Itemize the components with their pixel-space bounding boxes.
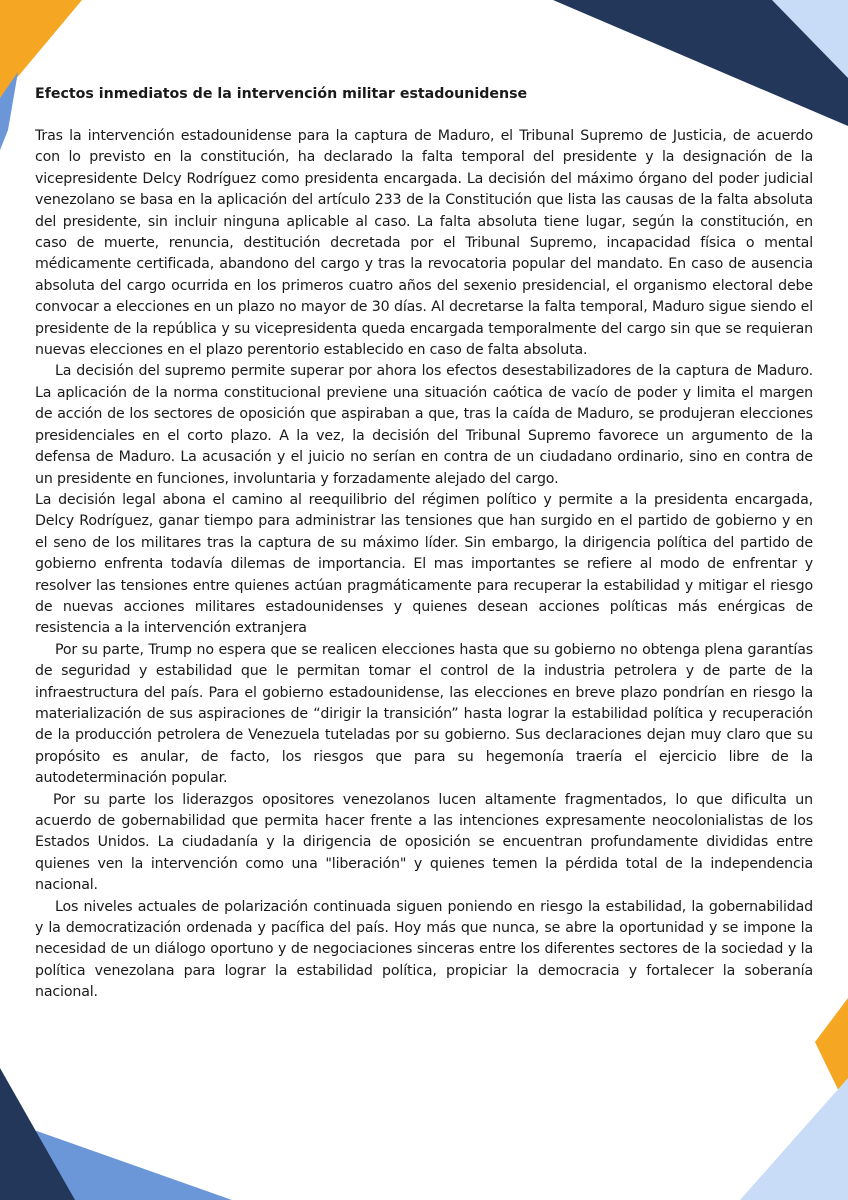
paragraph-1: Tras la intervención estadounidense para la captura de Maduro, el Tribunal Supremo de Justicia, de acuerdo con lo previsto en la constitución, ha declarado la falta temporal del presidente y la designación de la vicepresidente Delcy Rodríguez como presidenta encargada. La decisión del máximo órgano del poder judicial venezolano se basa en la aplicación del artículo 233 de la Constitución que lista las causas de la falta absoluta del presidente, sin incluir ninguna aplicable al caso. La falta absoluta tiene lugar, según la constitución, en caso de muerte, renuncia, destitución decretada por el Tribunal Supremo, incapacidad física o mental médicamente certificada, abandono del cargo y tras la revocatoria popular del mandato. En caso de ausencia absoluta del cargo ocurrida en los primeros cuatro años del sexenio presidencial, el organismo electoral debe convocar a elecciones en un plazo no mayor de 30 días. Al decretarse la falta temporal, Maduro sigue siendo el presidente de la república y su vicepresidenta queda encargada temporalmente del cargo sin que se requieran nuevas elecciones en el plazo perentorio establecido en caso de falta absoluta. bbox=[35, 128, 813, 359]
paragraph-5: Por su parte los liderazgos opositores venezolanos lucen altamente fragmentados, lo que dificulta un acuerdo de gobernabilidad que permita hacer frente a las intenciones expresamente neocolonialistas de los Estados Unidos. La ciudadanía y la dirigencia de oposición se encuentran profundamente divididas entre quienes ven la intervención como una "liberación" y quienes temen la pérdida total de la independencia nacional. bbox=[35, 791, 813, 894]
paragraph-2: La decisión del supremo permite superar por ahora los efectos desestabilizadores de la captura de Maduro. La aplicación de la norma constitucional previene una situación caótica de vacío de poder y limita el margen de acción de los sectores de oposición que aspiraban a que, tras la caída de Maduro, se produjeran elecciones presidenciales en el corto plazo. A la vez, la decisión del Tribunal Supremo favorece un argumento de la defensa de Maduro. La acusación y el juicio no serían en contra de un ciudadano ordinario, sino en contra de un presidente en funciones, involuntaria y forzadamente alejado del cargo. bbox=[35, 363, 813, 487]
paragraph-3: La decisión legal abona el camino al reequilibrio del régimen político y permite a la presidenta encargada, Delcy Rodríguez, ganar tiempo para administrar las tensiones que han surgido en el partido de gobierno y en el seno de los militares tras la captura de su máximo líder. Sin embargo, la dirigencia política del partido de gobierno enfrenta todavía dilemas de importancia. El mas importantes se refiere al modo de enfrentar y resolver las tensiones entre quienes actúan pragmáticamente para recuperar la estabilidad y mitigar el riesgo de nuevas acciones militares estadounidenses y quienes desean acciones políticas más enérgicas de resistencia a la intervención extranjera bbox=[35, 491, 813, 637]
document-body bbox=[35, 84, 813, 1004]
document-title: Efectos inmediatos de la intervención militar estadounidense bbox=[35, 86, 528, 102]
bottom-right-light-blue-triangle bbox=[740, 1078, 848, 1200]
paragraph-6: Los niveles actuales de polarización continuada siguen poniendo en riesgo la estabilidad, la gobernabilidad y la democratización ordenada y pacífica del país. Hoy más que nunca, se abre la oportunidad y se impone la necesidad de un diálogo oportuno y de negociaciones sinceras entre los diferentes sectores de la sociedad y la política venezolana para lograr la estabilidad política, propiciar la democracia y fortalecer la soberanía nacional. bbox=[35, 898, 813, 1001]
paragraph-4: Por su parte, Trump no espera que se realicen elecciones hasta que su gobierno no obtenga plena garantías de seguridad y estabilidad que le permitan tomar el control de la industria petrolera y de parte de la infraestructura del país. Para el gobierno estadounidense, las elecciones en breve plazo pondrían en riesgo la materialización de sus aspiraciones de “dirigir la transición” hasta lograr la estabilidad política y recuperación de la producción petrolera de Venezuela tuteladas por su gobierno. Sus declaraciones dejan muy claro que su propósito es anular, de facto, los riesgos que para su hegemonía traería el ejercicio libre de la autodeterminación popular. bbox=[35, 641, 813, 787]
